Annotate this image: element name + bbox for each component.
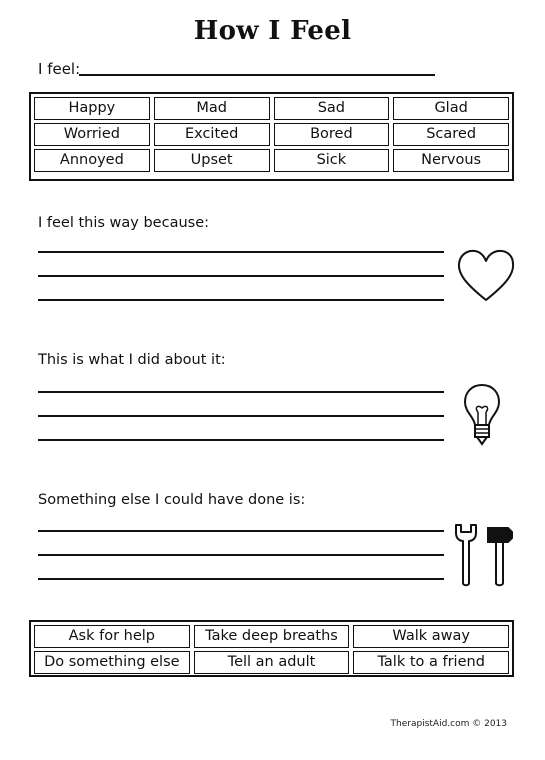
write-line[interactable] <box>38 299 444 301</box>
action-cell[interactable]: Talk to a friend <box>353 651 509 674</box>
feeling-cell[interactable]: Worried <box>34 123 150 146</box>
feeling-cell[interactable]: Bored <box>274 123 390 146</box>
section-prompt: This is what I did about it: <box>38 352 226 368</box>
feeling-cell[interactable]: Happy <box>34 97 150 120</box>
lightbulb-icon <box>462 382 502 452</box>
write-line[interactable] <box>38 415 444 417</box>
tools-icon <box>452 521 522 589</box>
feeling-cell[interactable]: Upset <box>154 149 270 172</box>
feeling-cell[interactable]: Scared <box>393 123 509 146</box>
copyright-footer: TherapistAid.com © 2013 <box>390 719 507 729</box>
actions-row <box>34 625 509 648</box>
write-line[interactable] <box>38 391 444 393</box>
feelings-row <box>34 97 509 120</box>
feeling-cell[interactable]: Annoyed <box>34 149 150 172</box>
feel-answer-line[interactable] <box>79 74 435 76</box>
write-line[interactable] <box>38 251 444 253</box>
action-cell[interactable]: Tell an adult <box>194 651 350 674</box>
write-line[interactable] <box>38 275 444 277</box>
write-line[interactable] <box>38 439 444 441</box>
feeling-cell[interactable]: Sick <box>274 149 390 172</box>
section-prompt: Something else I could have done is: <box>38 492 306 508</box>
page-title: How I Feel <box>193 16 352 46</box>
feeling-cell[interactable]: Excited <box>154 123 270 146</box>
write-line[interactable] <box>38 554 444 556</box>
actions-row <box>34 651 509 674</box>
action-cell[interactable]: Walk away <box>353 625 509 648</box>
section-prompt: I feel this way because: <box>38 215 210 231</box>
heart-icon <box>456 248 516 304</box>
write-line[interactable] <box>38 530 444 532</box>
actions-table <box>29 620 514 677</box>
write-line[interactable] <box>38 578 444 580</box>
feeling-cell[interactable]: Mad <box>154 97 270 120</box>
action-cell[interactable]: Do something else <box>34 651 190 674</box>
feel-label: I feel: <box>38 60 81 78</box>
feelings-table <box>29 92 514 181</box>
action-cell[interactable]: Take deep breaths <box>194 625 350 648</box>
feeling-cell[interactable]: Glad <box>393 97 509 120</box>
action-cell[interactable]: Ask for help <box>34 625 190 648</box>
feeling-cell[interactable]: Sad <box>274 97 390 120</box>
feeling-cell[interactable]: Nervous <box>393 149 509 172</box>
feelings-row <box>34 149 509 172</box>
feelings-row <box>34 123 509 146</box>
